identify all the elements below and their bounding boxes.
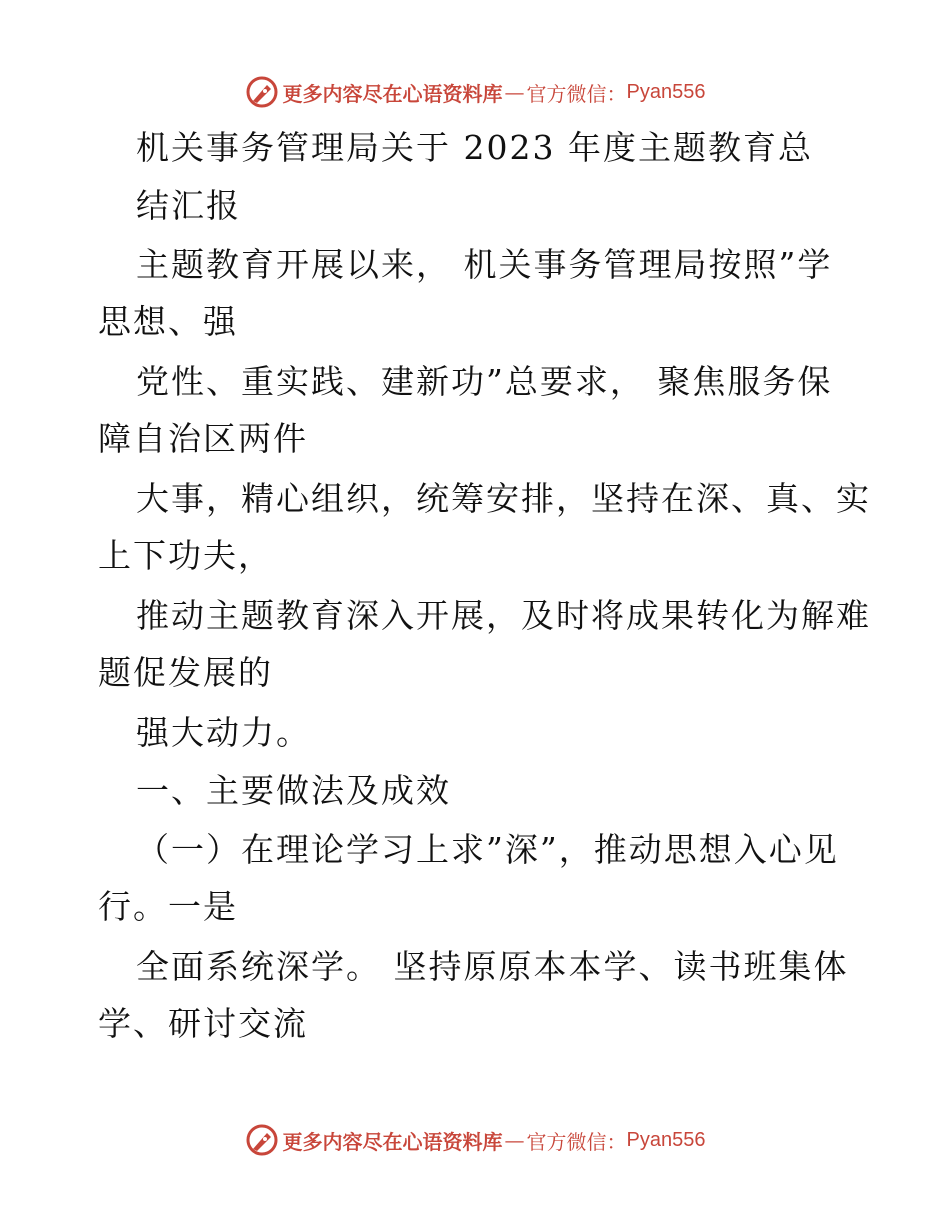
paragraph-line: 主题教育开展以来， 机关事务管理局按照”学 — [136, 245, 833, 284]
watermark-main-text: 更多内容尽在心语资料库 — [282, 81, 503, 106]
paragraph-line: 上下功夫， — [98, 536, 273, 575]
paragraph-line: 党性、重实践、建新功”总要求， 聚焦服务保 — [136, 362, 833, 401]
watermark-header — [0, 72, 950, 112]
paragraph-line: 题促发展的 — [98, 653, 273, 692]
watermark-wechat-label: 官方微信： — [526, 1129, 627, 1154]
paragraph-line: 障自治区两件 — [98, 419, 308, 458]
paragraph-line: 强大动力。 — [136, 713, 311, 752]
watermark-separator: — — [504, 1128, 525, 1152]
watermark-footer — [0, 1120, 950, 1160]
paragraph-line: 学、研讨交流 — [98, 1004, 308, 1043]
paragraph-line: 思想、强 — [98, 302, 238, 341]
title-line-1: 机关事务管理局关于 2023 年度主题教育总 — [136, 128, 813, 167]
title-line-2: 结汇报 — [136, 186, 241, 225]
section-heading: 一、主要做法及成效 — [136, 771, 451, 810]
watermark-wechat-id: Pyan556 — [626, 80, 706, 103]
watermark-main-text: 更多内容尽在心语资料库 — [282, 1129, 503, 1154]
paragraph-line: 推动主题教育深入开展，及时将成果转化为解难 — [136, 596, 871, 635]
subsection-heading: （一）在理论学习上求”深”，推动思想入心见 — [136, 830, 839, 869]
paragraph-line: 大事，精心组织，统筹安排，坚持在深、真、实 — [136, 479, 871, 518]
paragraph-line: 全面系统深学。 坚持原原本本学、读书班集体 — [136, 947, 849, 986]
watermark-wechat-id: Pyan556 — [626, 1128, 706, 1151]
pen-nib-logo-icon — [245, 1123, 279, 1157]
watermark-wechat-label: 官方微信： — [526, 81, 627, 106]
pen-nib-logo-icon — [245, 75, 279, 109]
watermark-separator: — — [504, 80, 525, 104]
paragraph-line: 行。一是 — [98, 887, 238, 926]
